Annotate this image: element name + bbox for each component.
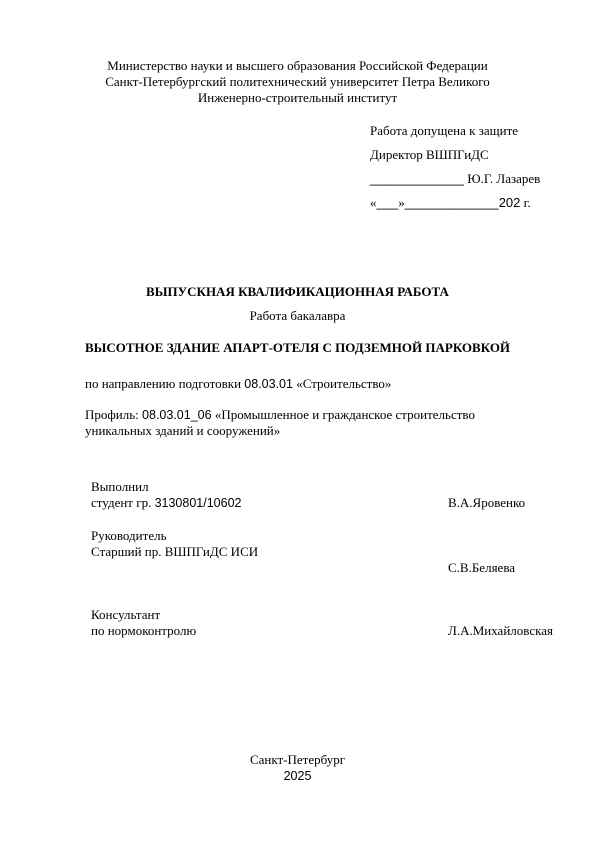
director-signature-line: [370, 171, 540, 187]
thesis-topic: ВЫСОТНОЕ ЗДАНИЕ АПАРТ-ОТЕЛЯ С ПОДЗЕМНОЙ ПАРКОВКОЙ: [84, 340, 511, 355]
date-month-blank: _____________: [404, 195, 499, 210]
direction-prefix: по направлению подготовки: [85, 376, 245, 391]
ministry-line: Министерство науки и высшего образования Российской Федерации: [107, 58, 488, 73]
supervisor-name: С.В.Беляева: [448, 560, 516, 575]
study-direction: [85, 376, 391, 392]
supervisor-desc: Старший пр. ВШПГиДС ИСИ: [91, 544, 259, 559]
footer-city: Санкт-Петербург: [249, 752, 346, 767]
date-day-blank: ___: [376, 195, 399, 210]
director-title: Директор ВШПГиДС: [370, 147, 489, 162]
performer-desc-prefix: студент гр.: [91, 495, 155, 510]
direction-code: 08.03.01: [244, 377, 293, 391]
supervisor-role: Руководитель: [91, 528, 167, 543]
document-title: ВЫПУСКНАЯ КВАЛИФИКАЦИОННАЯ РАБОТА: [146, 284, 449, 299]
date-year: 202: [498, 195, 521, 210]
consultant-role: Консультант: [91, 607, 161, 622]
profile-code: 08.03.01_06: [142, 408, 212, 422]
profile-name-line2: уникальных зданий и сооружений»: [85, 423, 281, 438]
footer-year: 2025: [283, 769, 312, 783]
profile-prefix: Профиль:: [85, 407, 143, 422]
date-quote-open: «: [370, 195, 377, 210]
performer-desc: [91, 495, 241, 511]
approval-date-line: [370, 195, 531, 211]
performer-role: Выполнил: [91, 479, 149, 494]
profile-name-line1: «Промышленное и гражданское строительство: [211, 407, 475, 422]
director-name: Ю.Г. Лазарев: [464, 171, 541, 186]
performer-name: В.А.Яровенко: [448, 495, 526, 510]
work-type: Работа бакалавра: [249, 308, 346, 323]
study-profile: [85, 407, 475, 423]
approval-text: Работа допущена к защите: [370, 123, 519, 138]
university-line: Санкт-Петербургский политехнический университет Петра Великого: [105, 74, 490, 89]
consultant-desc: по нормоконтролю: [91, 623, 197, 638]
performer-group: 3130801/10602: [154, 496, 242, 510]
signature-blank: _____________: [370, 171, 464, 186]
date-year-suffix: г.: [520, 195, 531, 210]
institute-line: Инженерно-строительный институт: [197, 90, 398, 105]
direction-name: «Строительство»: [292, 376, 392, 391]
date-quote-close: »: [398, 195, 405, 210]
consultant-name: Л.А.Михайловская: [448, 623, 553, 638]
